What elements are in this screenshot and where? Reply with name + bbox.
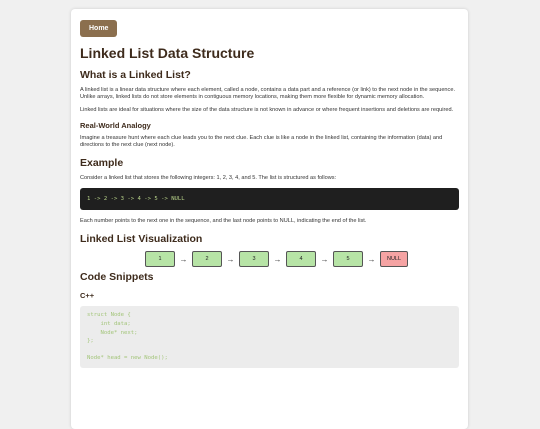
page-title: Linked List Data Structure <box>80 45 255 61</box>
paragraph-definition: A linked list is a linear data structure where each element, called a node, contains a data part and a reference (or link) to the next node in the sequence. Unlike arrays, linked lists do not store elements in contiguous memory locations, making them more flexible for dynamic memory allocation. <box>80 87 456 101</box>
null-node: NULL <box>380 251 408 267</box>
subheading-language: C++ <box>80 291 95 301</box>
paragraph-analogy: Imagine a treasure hunt where each clue leads you to the next clue. Each clue is like a node in the linked list, containing the information (data) and directions to the next clue (next node). <box>80 134 443 148</box>
example-code-block: 1 -> 2 -> 3 -> 4 -> 5 -> NULL <box>80 188 459 210</box>
section-heading-snippets: Code Snippets <box>80 271 154 284</box>
paragraph-example-intro: Consider a linked list that stores the following integers: 1, 2, 3, 4, and 5. The list is structured as follows: <box>80 175 337 182</box>
paragraph-use-cases: Linked lists are ideal for situations where the size of the data structure is not known in advance or where frequent insertions and deletions are required. <box>80 107 454 114</box>
arrow-right-icon: → <box>273 254 282 264</box>
list-node: 2 <box>192 251 222 267</box>
arrow-right-icon: → <box>367 254 376 264</box>
section-heading-what: What is a Linked List? <box>80 69 191 81</box>
list-node: 1 <box>145 251 175 267</box>
paragraph-example-explain: Each number points to the next one in the sequence, and the last node points to NULL, indicating the end of the list. <box>80 218 367 225</box>
section-heading-example: Example <box>80 157 124 170</box>
list-node: 3 <box>239 251 269 267</box>
arrow-right-icon: → <box>179 254 188 264</box>
content-card <box>71 9 468 429</box>
linked-list-visualization <box>145 251 459 267</box>
arrow-right-icon: → <box>226 254 235 264</box>
home-button[interactable]: Home <box>80 20 117 37</box>
list-node: 4 <box>286 251 316 267</box>
arrow-right-icon: → <box>320 254 329 264</box>
subheading-real-world: Real-World Analogy <box>80 120 151 130</box>
section-heading-visualization: Linked List Visualization <box>80 233 203 246</box>
list-node: 5 <box>333 251 363 267</box>
cpp-code-block: struct Node { int data; Node* next; }; Node* head = new Node(); <box>80 306 459 368</box>
